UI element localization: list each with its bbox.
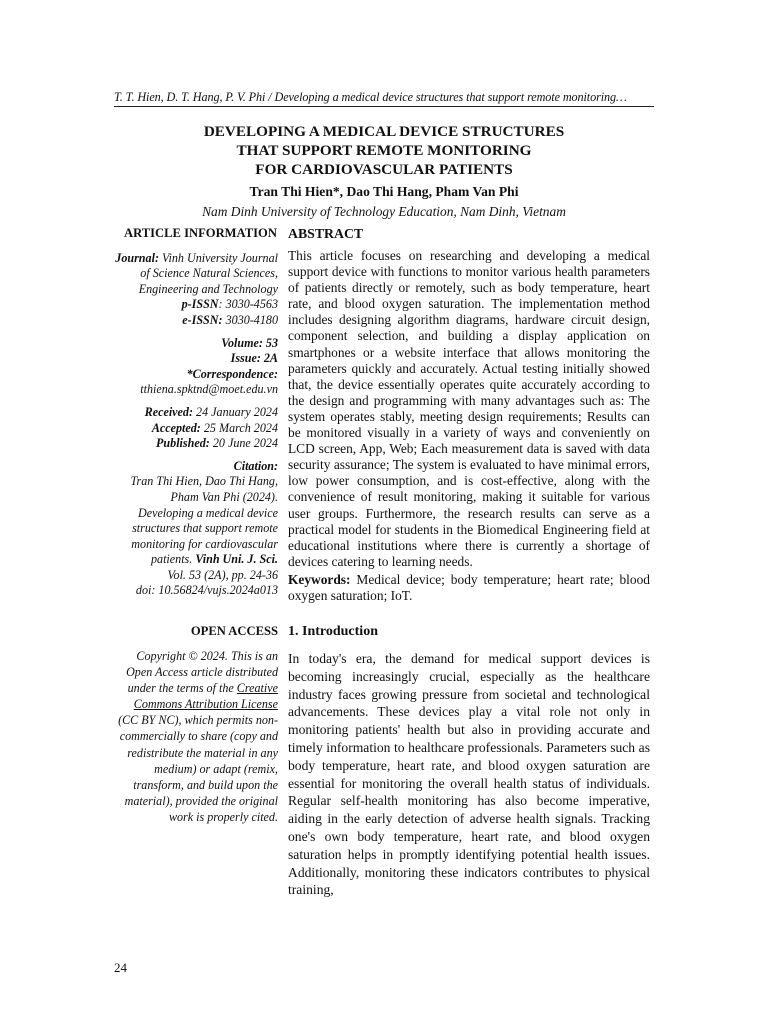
license-text-after: (CC BY NC), which permits non-commercially to share (copy and redistribute the material in any medium) or adapt (remix, transform, and build upon the material), provided the original work is properly cited. — [118, 713, 278, 824]
volume: Volume: 53 — [221, 335, 278, 350]
citation-label: Citation: — [233, 458, 278, 473]
license-link[interactable]: Creative Commons Attribution License — [133, 681, 278, 712]
article-information — [114, 226, 278, 606]
title-line-3: FOR CARDIOVASCULAR PATIENTS — [255, 161, 513, 178]
article-title — [114, 122, 654, 179]
eissn-label: e-ISSN: — [182, 312, 223, 327]
header-rule — [114, 106, 654, 107]
received-date: 24 January 2024 — [196, 404, 278, 419]
license-text-before: Copyright © 2024. This is an Open Access article distributed under the terms of the — [126, 649, 278, 696]
keywords-value: Medical device; body temperature; heart rate; blood oxygen saturation; IoT. — [288, 571, 650, 603]
abstract-heading: ABSTRACT — [288, 226, 364, 241]
citation-journal: Vinh Uni. J. Sci. — [195, 552, 278, 567]
affiliation: Nam Dinh University of Technology Education, Nam Dinh, Vietnam — [202, 204, 566, 219]
published-label: Published: — [156, 436, 210, 451]
pissn-value: : 3030-4563 — [218, 297, 278, 312]
published-date: 20 June 2024 — [212, 436, 278, 451]
accepted-date: 25 March 2024 — [203, 420, 278, 435]
keywords-label: Keywords: — [288, 571, 351, 587]
citation-volume: Vol. 53 (2A), pp. 24-36 — [167, 567, 278, 582]
page-number: 24 — [114, 960, 127, 975]
introduction-text: In today's era, the demand for medical support devices is becoming increasingly crucial, especially as the healthcare industry faces growing pressure from societal and technological advancements. These devices play a vital role not only in monitoring patients' health but also in providing accurate and timely information to healthcare professionals. Parameters such as body temperature, heart rate, and blood oxygen saturation are essential for monitoring the overall health status of individuals. Regular self-health monitoring has also become imperative, aiding in the early detection of adverse health signals. Tracking one's own body temperature, heart rate, and blood oxygen saturation helps in promptly identifying potential health issues. Additionally, monitoring these indicators contributes to physical training, — [288, 651, 650, 898]
open-access-heading: OPEN ACCESS — [190, 624, 278, 638]
license-statement — [114, 648, 278, 825]
journal-value: Vinh University Journal of Science Natural Sciences, Engineering and Technology — [138, 250, 278, 296]
correspondence-email[interactable]: tthiena.spktnd@moet.edu.vn — [140, 382, 278, 397]
pissn-label: p-ISSN — [181, 297, 219, 312]
journal-label: Journal: — [115, 250, 159, 265]
introduction-heading: 1. Introduction — [288, 624, 378, 640]
citation-info — [114, 459, 278, 599]
correspondence-label: *Correspondence: — [186, 366, 278, 381]
eissn-value: 3030-4180 — [225, 312, 278, 327]
citation-doi[interactable]: doi: 10.56824/vujs.2024a013 — [135, 583, 278, 598]
authors: Tran Thi Hien*, Dao Thi Hang, Pham Van Phi — [249, 184, 519, 199]
running-header: T. T. Hien, D. T. Hang, P. V. Phi / Developing a medical device structures that support remote monitoring… — [114, 90, 627, 104]
main-column — [288, 226, 650, 899]
keywords — [288, 572, 650, 604]
issue: Issue: 2A — [230, 351, 278, 366]
title-line-2: THAT SUPPORT REMOTE MONITORING — [236, 142, 532, 159]
citation-text: Tran Thi Hien, Dao Thi Hang, Pham Van Phi (2024). Developing a medical device structures that support remote monitoring for cardiovascular patients. — [130, 474, 278, 567]
accepted-label: Accepted: — [151, 420, 201, 435]
dates-info — [114, 405, 278, 452]
volume-info — [114, 336, 278, 398]
article-info-heading: ARTICLE INFORMATION — [124, 226, 277, 240]
journal-info — [114, 251, 278, 329]
title-line-1: DEVELOPING A MEDICAL DEVICE STRUCTURES — [203, 123, 565, 140]
abstract-text: This article focuses on researching and developing a medical support device with functions to monitor various health parameters of patients directly or remotely, such as body temperature, heart rate, and blood oxygen saturation. The implementation method includes designing algorithm diagrams, hardware circuit design, component selection, and building a display application on smartphones or a website interface that allows monitoring the parameters quickly and accurately. Actual testing initially showed that, the device essentially operates quite accurately according to the design and programming with many advantages such as: The system operates stably, meeting design requirements; Results can be monitored visually in a variety of ways and conveniently on LCD screen, App, Web; Each measurement data is saved with data security assurance; The system is evaluated to have minimal errors, low power consumption, and is cost-effective, along with the convenience of result monitoring, making it suitable for various user groups. Furthermore, the research results can serve as a practical model for students in the Biomedical Engineering field at educational institutions where there is currently a shortage of devices catering to learning needs. — [288, 248, 650, 569]
received-label: Received: — [144, 404, 193, 419]
